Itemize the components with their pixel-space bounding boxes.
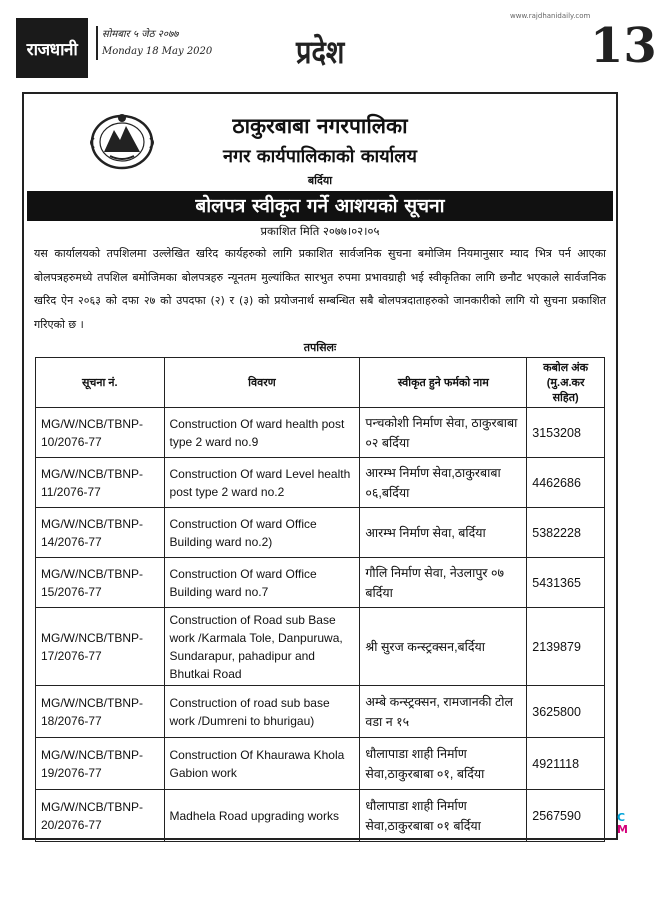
bid-table	[35, 357, 605, 842]
firm-cell: श्री सुरज कन्स्ट्रक्सन,बर्दिया	[360, 608, 527, 686]
schedule-label: तपसिलः	[303, 341, 337, 354]
section-title: प्रदेश	[296, 33, 345, 71]
table-row	[36, 686, 605, 738]
description-cell: Construction Of ward Office Building ward no.7	[164, 558, 360, 608]
notice-title: बोलपत्र स्वीकृत गर्ने आशयको सूचना	[27, 191, 613, 221]
description-cell: Construction Of Khaurawa Khola Gabion work	[164, 738, 360, 790]
published-date: प्रकाशित मिति २०७७।०२।०५	[260, 224, 380, 238]
notice-no-cell: MG/W/NCB/TBNP-14/2076-77	[36, 508, 165, 558]
notice-no-cell: MG/W/NCB/TBNP-19/2076-77	[36, 738, 165, 790]
website-url: www.rajdhanidaily.com	[510, 12, 591, 20]
description-cell: Madhela Road upgrading works	[164, 790, 360, 842]
newspaper-logo	[16, 18, 88, 78]
page-number: 13	[590, 18, 657, 74]
description-cell: Construction of road sub base work /Dumreni to bhurigau)	[164, 686, 360, 738]
public-notice	[22, 92, 618, 840]
notice-body: यस कार्यालयको तपशिलमा उल्लेखित खरिद कार्यहरुको लागि प्रकाशित सार्वजनिक सुचना बमोजिम नियमानुसार म्याद भित्र पर्न आएका बोलपत्रहरुमध्ये तपशिल बमोजिमका बोलपत्रहरु न्यूनतम मुल्यांकित सारभुत रुपमा प्रभावग्राही भई स्वीकृतिका लागि छनौट भएकाले सार्वजनिक खरिद ऐन २०६३ को दफा २७ को उपदफा (२) र (३) को प्रयोजनार्थ सम्बन्धित सबै बोलपत्रदाताहरुको जानकारीको लागि यो सुचना प्रकाशित गरिएको छ ।	[34, 247, 606, 331]
print-mark-c: C	[617, 811, 626, 824]
notice-no-cell: MG/W/NCB/TBNP-15/2076-77	[36, 558, 165, 608]
notice-no-cell: MG/W/NCB/TBNP-11/2076-77	[36, 458, 165, 508]
bid-amount-cell: 2567590	[527, 790, 605, 842]
header-firm: स्वीकृत हुने फर्मको नाम	[360, 358, 527, 408]
description-cell: Construction of Road sub Base work /Karmala Tole, Danpuruwa, Sundarapur, pahadipur and Bhutkai Road	[164, 608, 360, 686]
description-cell: Construction Of ward Office Building ward no.2)	[164, 508, 360, 558]
issue-date-english: Monday 18 May 2020	[102, 46, 213, 57]
header-bid-amount: कबोल अंक (मु.अ.कर सहित)	[527, 358, 605, 408]
firm-cell: गौलि निर्माण सेवा, नेउलापुर ०७ बर्दिया	[360, 558, 527, 608]
firm-cell: आरम्भ निर्माण सेवा, बर्दिया	[360, 508, 527, 558]
notice-no-cell: MG/W/NCB/TBNP-18/2076-77	[36, 686, 165, 738]
firm-cell: धौलापाडा शाही निर्माण सेवा,ठाकुरबाबा ०१ बर्दिया	[360, 790, 527, 842]
table-row	[36, 508, 605, 558]
print-mark-m: M	[617, 823, 628, 836]
firm-cell: आरम्भ निर्माण सेवा,ठाकुरबाबा ०६,बर्दिया	[360, 458, 527, 508]
header-notice-no: सूचना नं.	[36, 358, 165, 408]
bid-amount-cell: 4921118	[527, 738, 605, 790]
table-row	[36, 458, 605, 508]
bid-amount-cell: 2139879	[527, 608, 605, 686]
print-registration-marks	[617, 812, 628, 836]
notice-no-cell: MG/W/NCB/TBNP-20/2076-77	[36, 790, 165, 842]
notice-no-cell: MG/W/NCB/TBNP-10/2076-77	[36, 408, 165, 458]
bid-amount-cell: 5431365	[527, 558, 605, 608]
office-name: नगर कार्यपालिकाको कार्यालय	[223, 146, 417, 167]
issue-date-nepali: सोमबार ५ जेठ २०७७	[102, 29, 179, 40]
description-cell: Construction Of ward Level health post type 2 ward no.2	[164, 458, 360, 508]
notice-no-cell: MG/W/NCB/TBNP-17/2076-77	[36, 608, 165, 686]
header-description: विवरण	[164, 358, 360, 408]
table-row	[36, 738, 605, 790]
table-row	[36, 608, 605, 686]
table-row	[36, 790, 605, 842]
issue-date	[96, 26, 212, 60]
table-header-row	[36, 358, 605, 408]
bid-amount-cell: 3625800	[527, 686, 605, 738]
bid-amount-cell: 5382228	[527, 508, 605, 558]
municipality-name: ठाकुरबाबा नगरपालिका	[232, 113, 408, 138]
firm-cell: पन्चकोशी निर्माण सेवा, ठाकुरबाबा ०२ बर्दिया	[360, 408, 527, 458]
bid-amount-cell: 4462686	[527, 458, 605, 508]
table-row	[36, 558, 605, 608]
firm-cell: अम्बे कन्स्ट्रक्सन, रामजानकी टोल वडा न १५	[360, 686, 527, 738]
firm-cell: धौलापाडा शाही निर्माण सेवा,ठाकुरबाबा ०१, बर्दिया	[360, 738, 527, 790]
table-row	[36, 408, 605, 458]
masthead	[16, 12, 657, 88]
district-name: बर्दिया	[307, 174, 333, 187]
newspaper-name: राजधानी	[26, 39, 78, 60]
bid-amount-cell: 3153208	[527, 408, 605, 458]
description-cell: Construction Of ward health post type 2 ward no.9	[164, 408, 360, 458]
